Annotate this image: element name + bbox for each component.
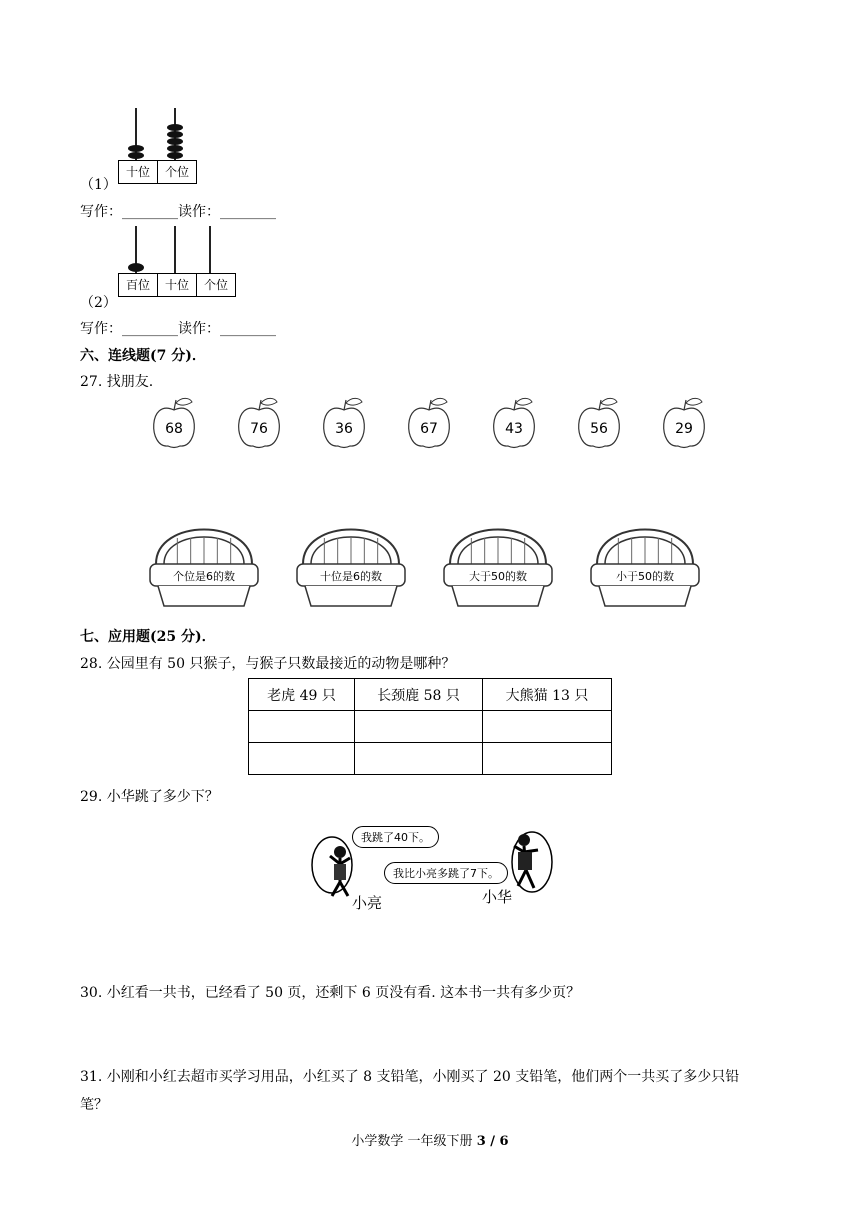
apple-number: 56 xyxy=(590,421,608,437)
table-row xyxy=(249,743,612,775)
apple-number: 29 xyxy=(675,421,693,437)
footer-subject: 小学数学 一年级下册 xyxy=(351,1134,477,1149)
apple-56[interactable] xyxy=(579,398,620,447)
apple-number: 36 xyxy=(335,421,353,437)
basket-label: 个位是6的数 xyxy=(173,570,235,583)
place-label: 十位 xyxy=(157,274,196,296)
answer-cell[interactable] xyxy=(483,743,612,775)
apples-row xyxy=(140,396,720,456)
section-7-heading: 七、应用题(25 分)． xyxy=(80,629,216,645)
apple-43[interactable] xyxy=(494,398,535,447)
basket[interactable] xyxy=(297,530,405,607)
kid-name-xiaohua: 小华 xyxy=(482,888,513,906)
answer-cell[interactable] xyxy=(249,743,355,775)
apple-76[interactable] xyxy=(239,398,280,447)
page-number: 3 / 6 xyxy=(476,1134,509,1149)
abacus-2 xyxy=(118,226,234,302)
jump-rope-illustration xyxy=(306,820,558,920)
place-label: 十位 xyxy=(125,165,150,179)
speech-bubble-2: 我比小亮多跳了7下。 xyxy=(384,862,508,884)
apple-number: 43 xyxy=(505,421,523,437)
apple-number: 76 xyxy=(250,421,268,437)
answer-line-1: 写作：________读作：________ xyxy=(80,204,276,220)
abacus-1-place-labels xyxy=(118,160,197,184)
answer-cell[interactable] xyxy=(483,711,612,743)
place-label: 百位 xyxy=(125,278,150,292)
section-6-heading: 六、连线题(7 分)． xyxy=(80,348,206,364)
kid-name-xiaoliang: 小亮 xyxy=(352,894,383,912)
basket[interactable] xyxy=(150,530,258,607)
apple-number: 67 xyxy=(420,421,438,437)
answer-cell[interactable] xyxy=(249,711,355,743)
table-header-cell: 大熊猫 13 只 xyxy=(483,679,612,711)
part-2-marker: （2） xyxy=(80,295,117,311)
basket-label: 小于50的数 xyxy=(616,570,674,583)
apple-36[interactable] xyxy=(324,398,365,447)
place-label: 个位 xyxy=(196,274,235,296)
question-27: 27. 找朋友. xyxy=(80,374,154,390)
apple-68[interactable] xyxy=(154,398,195,447)
place-label: 个位 xyxy=(157,161,196,183)
basket-label: 大于50的数 xyxy=(469,570,527,583)
question-31-line-1: 31. 小刚和小红去超市买学习用品，小红买了 8 支铅笔，小刚买了 20 支铅笔，他们两个一共买了多少只铅 xyxy=(80,1069,740,1085)
table-row xyxy=(249,679,612,711)
part-1-marker: （1） xyxy=(80,177,117,193)
abacus-2-place-labels xyxy=(118,273,236,297)
question-30: 30. 小红看一共书，已经看了 50 页，还剩下 6 页没有看. 这本书一共有多少页？ xyxy=(80,985,581,1001)
basket-label: 十位是6的数 xyxy=(320,570,382,583)
baskets-row xyxy=(148,524,708,614)
question-31-line-2: 笔？ xyxy=(80,1097,108,1113)
apple-number: 68 xyxy=(165,421,183,437)
answer-cell[interactable] xyxy=(355,743,483,775)
answer-cell[interactable] xyxy=(355,711,483,743)
table-header-cell: 长颈鹿 58 只 xyxy=(355,679,483,711)
abacus-1 xyxy=(118,108,200,184)
basket[interactable] xyxy=(591,530,699,607)
question-28: 28. 公园里有 50 只猴子，与猴子只数最接近的动物是哪种？ xyxy=(80,656,456,672)
page-footer xyxy=(0,1130,860,1149)
speech-bubble-1: 我跳了40下。 xyxy=(352,826,439,848)
animals-table xyxy=(248,678,612,775)
question-29: 29. 小华跳了多少下？ xyxy=(80,789,219,805)
table-row xyxy=(249,711,612,743)
apple-29[interactable] xyxy=(664,398,705,447)
answer-line-2: 写作：________读作：________ xyxy=(80,321,276,337)
table-header-cell: 老虎 49 只 xyxy=(249,679,355,711)
basket[interactable] xyxy=(444,530,552,607)
apple-67[interactable] xyxy=(409,398,450,447)
